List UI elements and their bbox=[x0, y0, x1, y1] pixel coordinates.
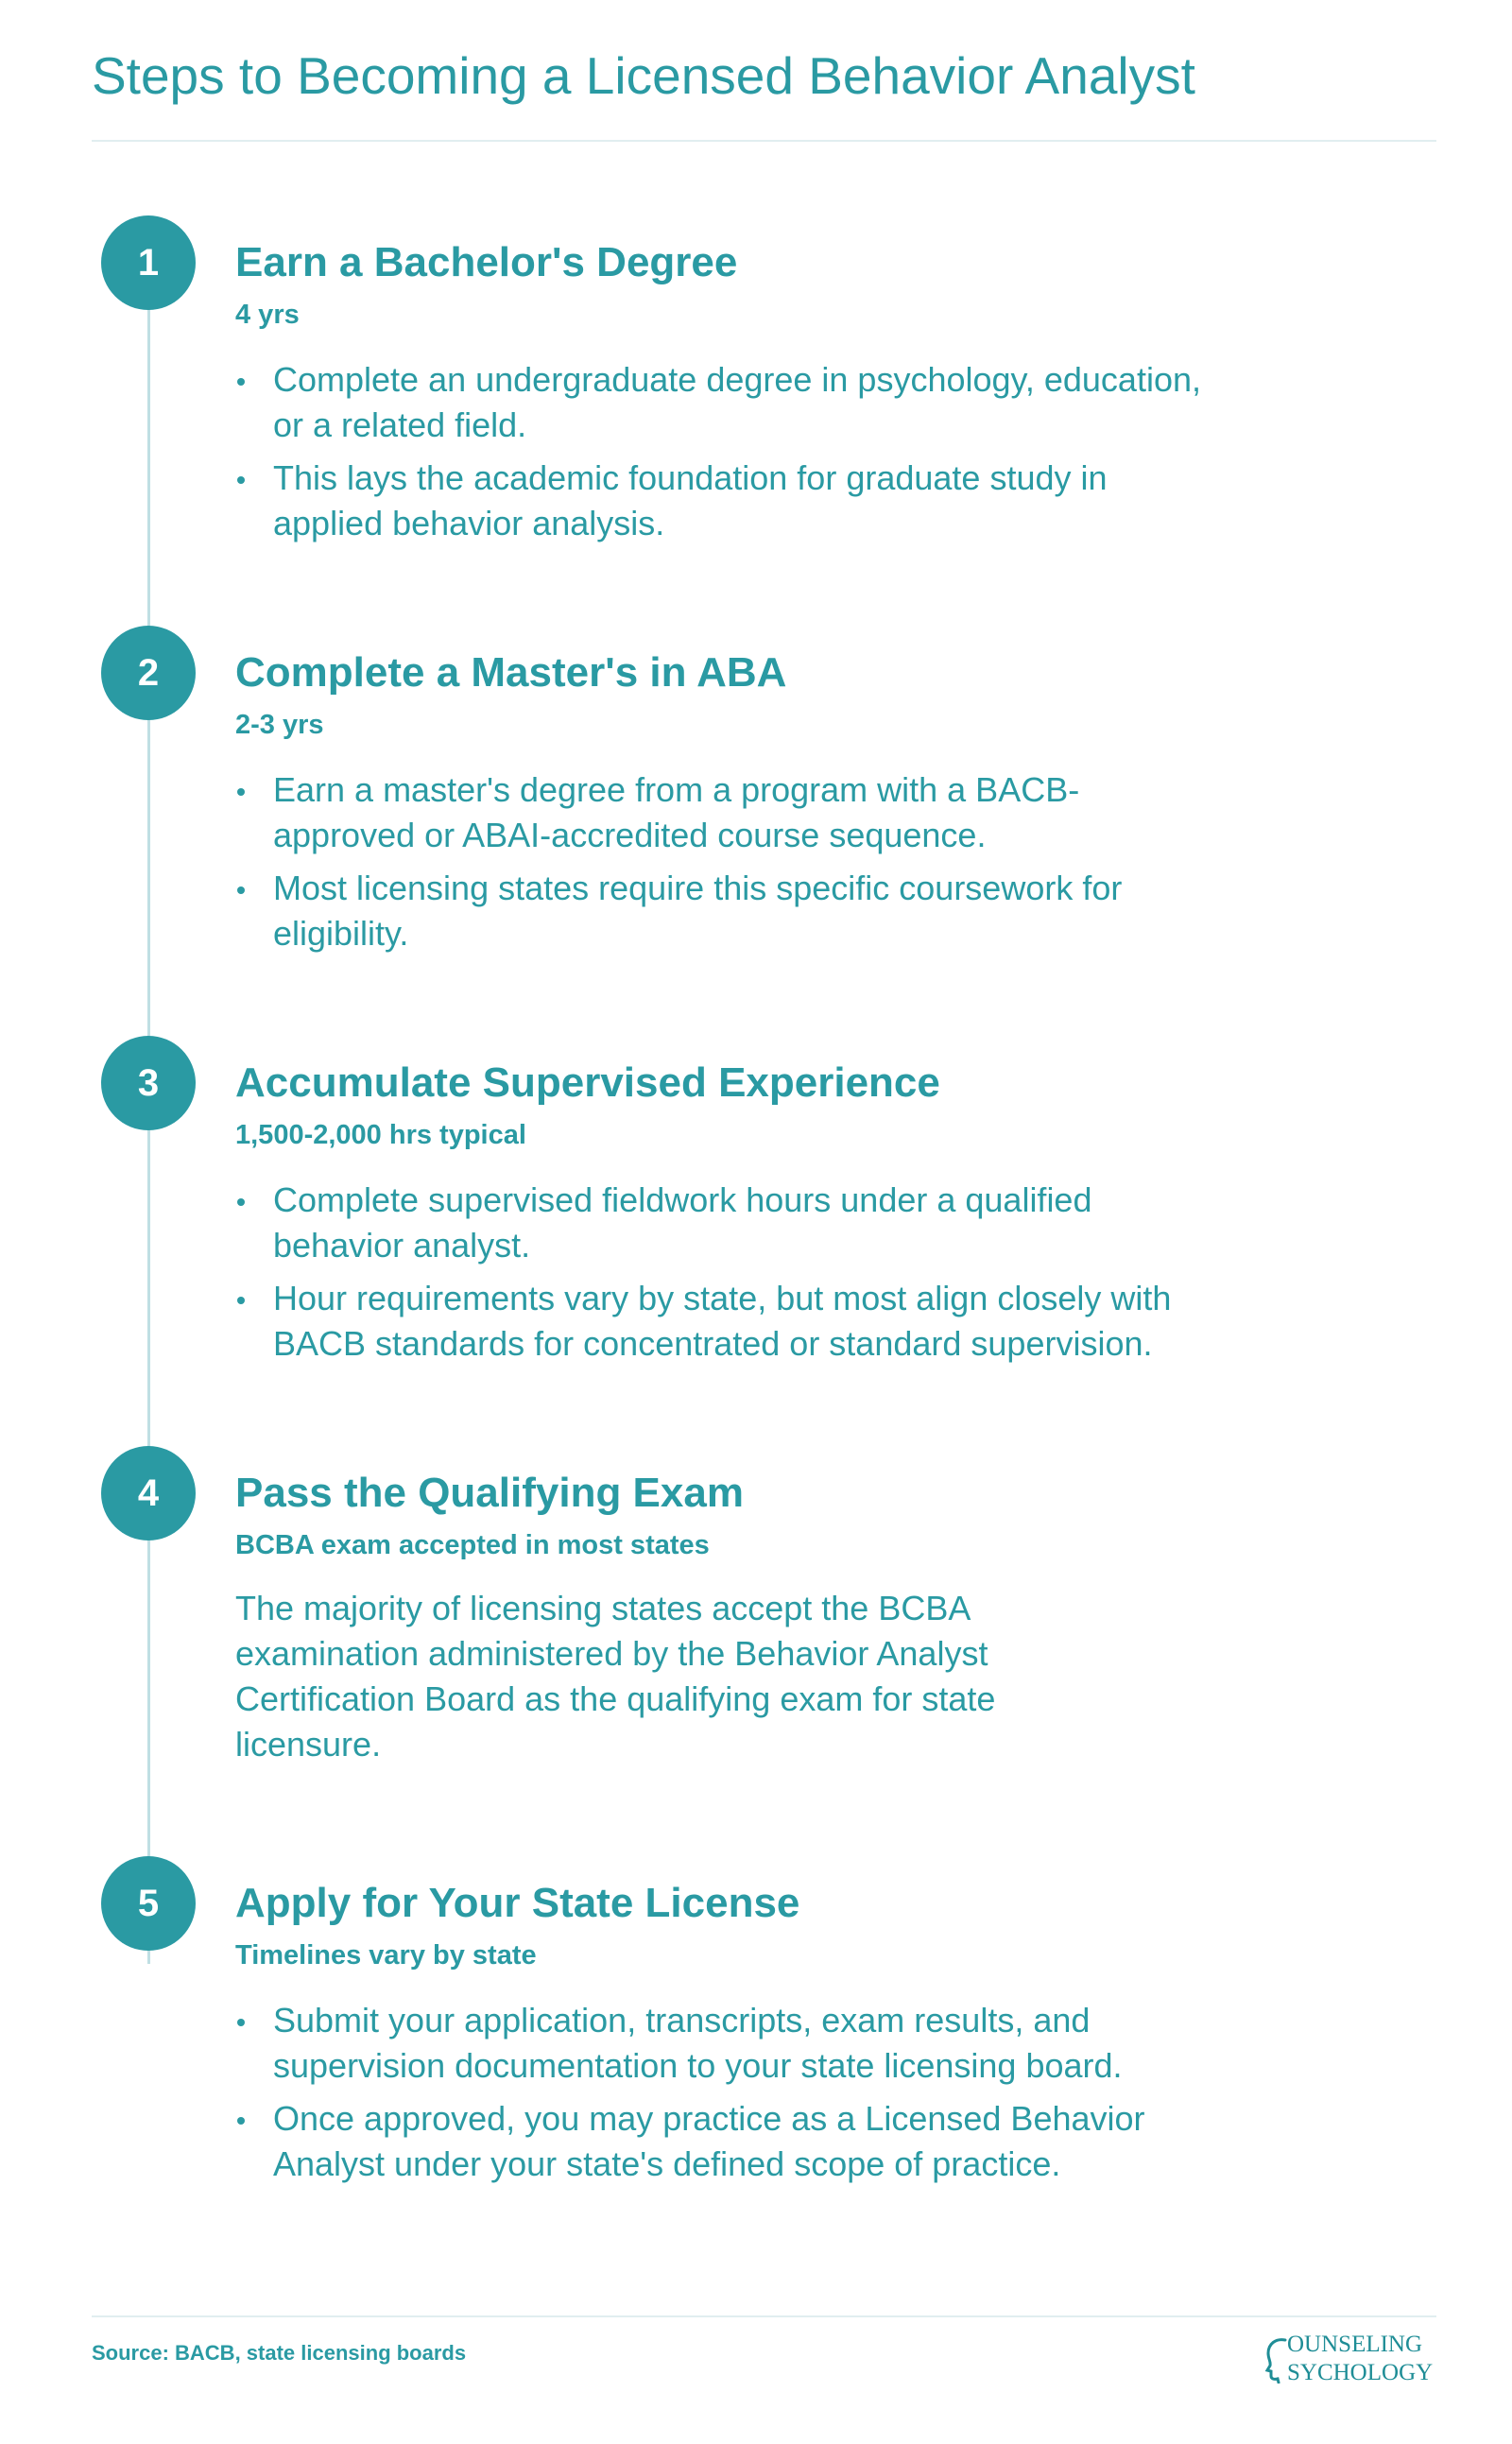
bullet-item: Most licensing states require this specific coursework for eligibility. bbox=[235, 866, 1218, 956]
counseling-psychology-logo bbox=[1264, 2331, 1444, 2397]
step-duration: 2-3 yrs bbox=[235, 710, 324, 740]
step-description: The majority of licensing states accept the BCBA examination administered by the Behavior Analyst Certification Board as the qualifying exam for state licensure. bbox=[235, 1589, 996, 1764]
step-bullet-list bbox=[235, 1178, 1218, 1374]
step-duration: 1,500-2,000 hrs typical bbox=[235, 1120, 526, 1150]
bullet-item: Complete supervised fieldwork hours under a qualified behavior analyst. bbox=[235, 1178, 1218, 1268]
bullet-item: Hour requirements vary by state, but most align closely with BACB standards for concentrated or standard supervision. bbox=[235, 1276, 1218, 1367]
step-number-badge: 5 bbox=[101, 1856, 196, 1951]
step-duration: BCBA exam accepted in most states bbox=[235, 1530, 710, 1560]
source-note: Source: BACB, state licensing boards bbox=[92, 2341, 467, 2365]
step-title: Apply for Your State License bbox=[235, 1880, 800, 1926]
footer-divider bbox=[92, 2315, 1436, 2317]
step-title: Accumulate Supervised Experience bbox=[235, 1059, 940, 1106]
step-bullet-list bbox=[235, 767, 1218, 964]
step-title: Earn a Bachelor's Degree bbox=[235, 239, 738, 285]
logo-text-line2: SYCHOLOGY bbox=[1287, 2360, 1434, 2385]
step-number-badge: 4 bbox=[101, 1446, 196, 1540]
step-title: Pass the Qualifying Exam bbox=[235, 1470, 744, 1516]
bullet-item: Earn a master's degree from a program with a BACB-approved or ABAI-accredited course sequence. bbox=[235, 767, 1218, 858]
step-duration: 4 yrs bbox=[235, 300, 300, 330]
head-profile-icon bbox=[1264, 2334, 1289, 2384]
step-number-badge: 2 bbox=[101, 626, 196, 720]
bullet-item: This lays the academic foundation for graduate study in applied behavior analysis. bbox=[235, 456, 1218, 546]
step-duration: Timelines vary by state bbox=[235, 1940, 537, 1971]
step-bullet-list bbox=[235, 357, 1218, 554]
step-title: Complete a Master's in ABA bbox=[235, 649, 787, 696]
bullet-item: Once approved, you may practice as a Licensed Behavior Analyst under your state's defined scope of practice. bbox=[235, 2096, 1218, 2187]
step-number-badge: 3 bbox=[101, 1036, 196, 1130]
step-bullet-list bbox=[235, 1998, 1218, 2194]
header-divider bbox=[92, 140, 1436, 142]
bullet-item: Submit your application, transcripts, exam results, and supervision documentation to your state licensing board. bbox=[235, 1998, 1218, 2089]
step-number-badge: 1 bbox=[101, 215, 196, 310]
page-title: Steps to Becoming a Licensed Behavior Analyst bbox=[92, 46, 1195, 105]
bullet-item: Complete an undergraduate degree in psychology, education, or a related field. bbox=[235, 357, 1218, 448]
logo-text-line1: OUNSELING bbox=[1287, 2332, 1423, 2357]
